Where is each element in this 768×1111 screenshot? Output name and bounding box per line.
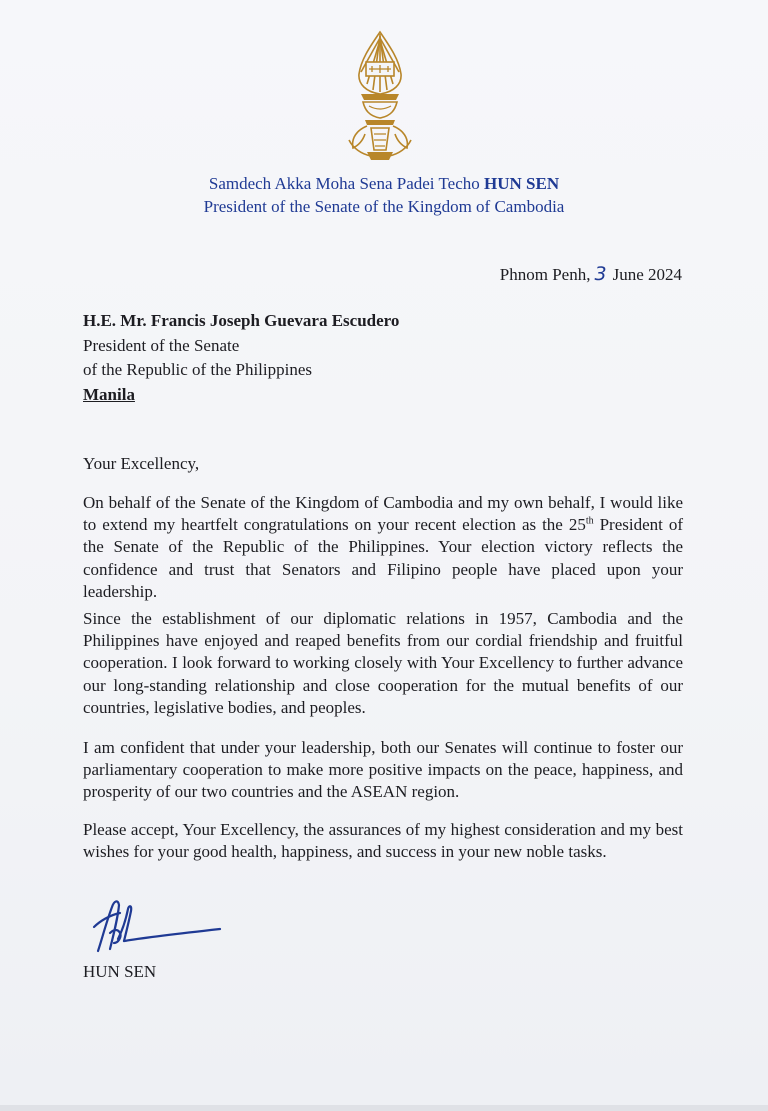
addressee-city: Manila [83, 384, 135, 404]
body-paragraph-1 [83, 492, 683, 603]
body-paragraph-2: Since the establishment of our diplomatic relations in 1957, Cambodia and the Philippines have enjoyed and reaped benefits from our cordial friendship and fruitful cooperation. I look forward to working closely with Your Excellency to further advance our long-standing relationship and close cooperation for the mutual benefits of our countries, legislative bodies, and peoples. [83, 609, 683, 717]
sender-position: President of the Senate of the Kingdom of Cambodia [203, 197, 565, 216]
p1-text-after: President of the Senate of the Republic of the Philippines. Your election victory reflects the confidence and trust that Senators and Filipino people have placed upon your leadership. [83, 515, 683, 601]
dateline [500, 263, 682, 286]
sender-name: HUN SEN [484, 174, 560, 193]
addressee-line-2: of the Republic of the Philippines [83, 360, 312, 379]
addressee-name: H.E. Mr. Francis Joseph Guevara Escudero [83, 311, 400, 330]
addressee-block [83, 309, 399, 407]
royal-emblem-icon [339, 28, 421, 162]
body-paragraph-3: I am confident that under your leadership, both our Senates will continue to foster our parliamentary cooperation to make more positive impacts on the peace, happiness, and prosperity of our two countries and the ASEAN region. [83, 738, 683, 802]
body-paragraph-4: Please accept, Your Excellency, the assurances of my highest consideration and my best wishes for your good health, happiness, and success in your new noble tasks. [83, 820, 683, 862]
sender-title: Samdech Akka Moha Sena Padei Techo [208, 174, 480, 193]
p1-ordinal-suffix: th [585, 515, 594, 527]
date-place: Phnom Penh, [499, 265, 591, 284]
p1-text-before: On behalf of the Senate of the Kingdom of Cambodia and my own behalf, I would like to extend my heartfelt congratulations on your recent election as the 25 [83, 493, 683, 535]
handwritten-signature [88, 893, 226, 957]
addressee-line-1: President of the Senate [83, 335, 240, 355]
date-day: 3 [594, 263, 607, 285]
date-month-year: June 2024 [612, 265, 682, 284]
salutation: Your Excellency, [83, 454, 200, 473]
sender-line [0, 172, 768, 195]
signer-name: HUN SEN [83, 962, 157, 981]
page-bottom-edge [0, 1105, 768, 1111]
